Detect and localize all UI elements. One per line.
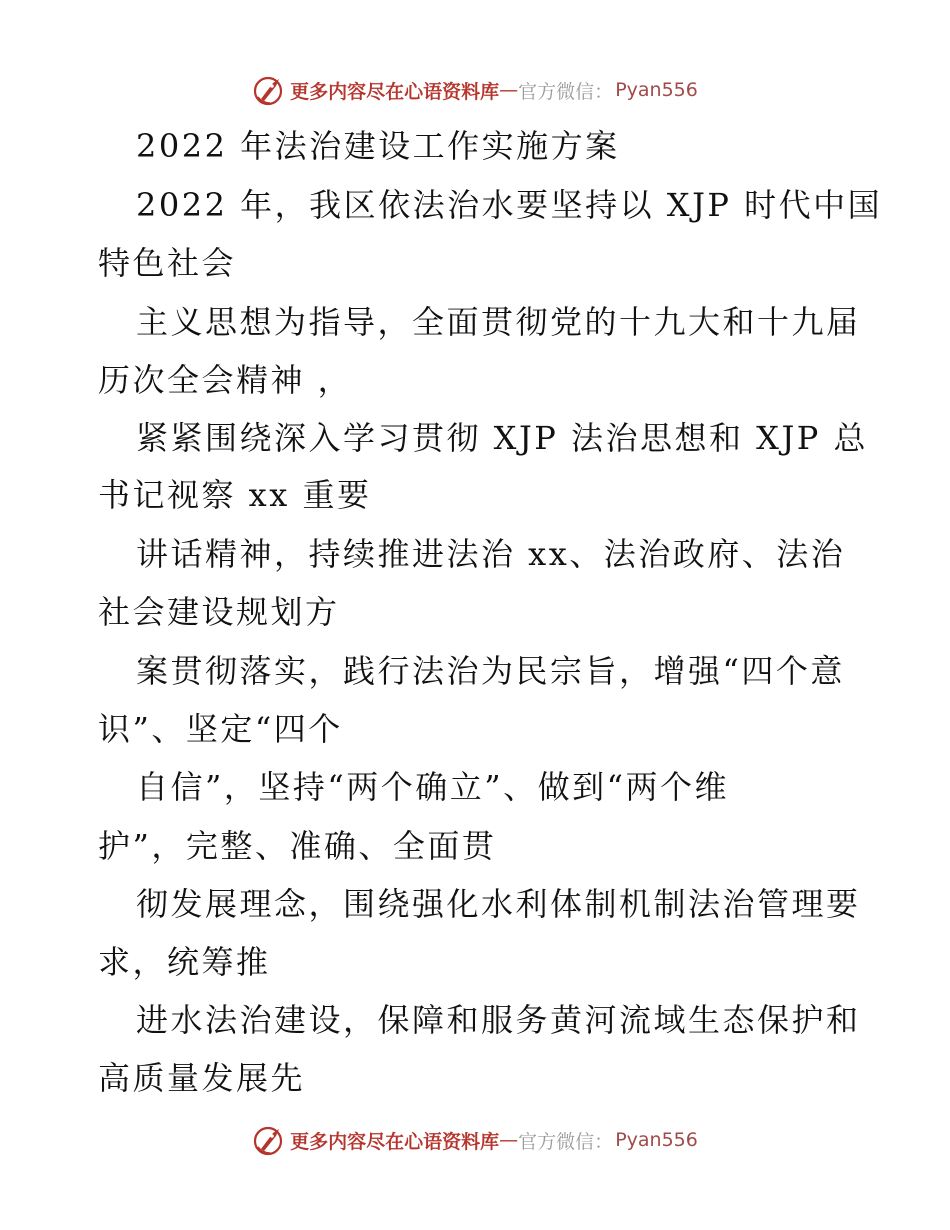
watermark-brand: 更多内容尽在心语资料库	[290, 80, 500, 103]
text-line: 书记视察 xx 重要	[98, 476, 372, 514]
text-line: 主义思想为指导，全面贯彻党的十九大和十九届	[136, 303, 861, 341]
text-line: 讲话精神，持续推进法治 xx、法治政府、法治	[136, 535, 846, 573]
text-line: 高质量发展先	[98, 1059, 306, 1097]
document-body	[0, 118, 950, 1118]
text-line: 彻发展理念，围绕强化水利体制机制法治管理要	[136, 885, 861, 923]
watermark-banner-bottom	[0, 1120, 950, 1160]
text-line: 求，统筹推	[98, 943, 271, 981]
watermark-wechat-label: 官方微信：	[518, 80, 614, 103]
text-line: 社会建设规划方	[98, 593, 340, 631]
text-line: 自信”，坚持“两个确立”、做到“两个维	[136, 768, 729, 806]
watermark-wechat-label: 官方微信：	[518, 1130, 614, 1153]
watermark-wechat-id: Pyan556	[615, 79, 698, 101]
text-line: 识”、坚定“四个	[98, 710, 343, 748]
watermark-banner-top	[0, 70, 950, 110]
watermark-separator: —	[499, 1129, 519, 1151]
text-line: 护”，完整、准确、全面贯	[98, 827, 497, 865]
watermark-text	[290, 77, 698, 104]
watermark-wechat-id: Pyan556	[615, 1129, 698, 1151]
watermark-separator: —	[499, 79, 519, 101]
pen-nib-logo-icon	[252, 73, 286, 107]
text-line: 历次全会精神 ，	[98, 361, 353, 399]
text-line: 案贯彻落实，践行法治为民宗旨，增强“四个意	[136, 652, 845, 690]
text-line: 2022 年，我区依法治水要坚持以 XJP 时代中国	[136, 186, 883, 224]
text-line: 进水法治建设，保障和服务黄河流域生态保护和	[136, 1001, 861, 1039]
watermark-text	[290, 1127, 698, 1154]
text-line: 特色社会	[98, 244, 237, 282]
watermark-brand: 更多内容尽在心语资料库	[290, 1130, 500, 1153]
document-title: 2022 年法治建设工作实施方案	[136, 127, 620, 165]
text-line: 紧紧围绕深入学习贯彻 XJP 法治思想和 XJP 总	[136, 419, 868, 457]
pen-nib-logo-icon	[252, 1123, 286, 1157]
